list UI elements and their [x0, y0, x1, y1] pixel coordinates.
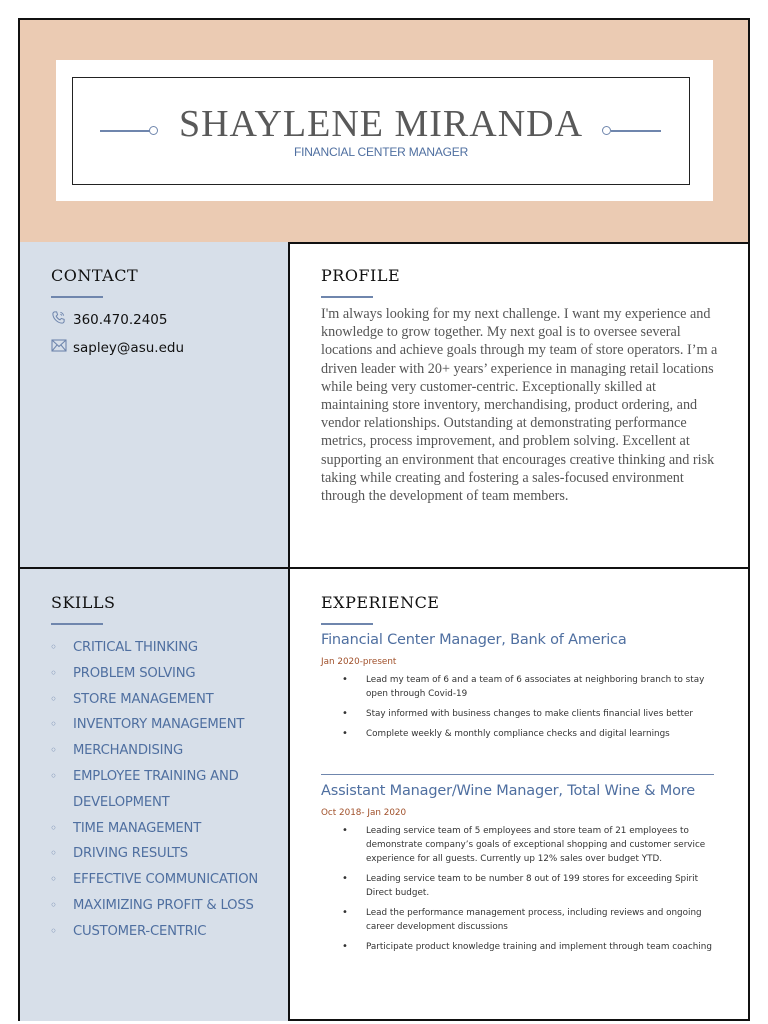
- skill-item: ◦ INVENTORY MANAGEMENT: [50, 712, 280, 738]
- name-frame: [72, 77, 690, 185]
- resume-page: [18, 18, 750, 1021]
- job-title: Assistant Manager/Wine Manager, Total Wine & More: [321, 783, 695, 799]
- skill-item: ◦ CRITICAL THINKING: [50, 635, 280, 661]
- candidate-role: FINANCIAL CENTER MANAGER: [293, 145, 469, 159]
- job-divider: [321, 774, 714, 775]
- header-band: [20, 20, 748, 244]
- profile-underline: [321, 296, 373, 298]
- phone-icon: [51, 310, 67, 329]
- job-bullet: • Lead the performance management process, including reviews and ongoing career development discussions: [321, 906, 721, 934]
- job-bullets: [321, 824, 721, 960]
- right-decor-dot: [602, 126, 611, 135]
- contact-phone: [51, 310, 167, 329]
- skill-item: ◦ MAXIMIZING PROFIT & LOSS: [50, 893, 280, 919]
- job-bullet: • Stay informed with business changes to make clients financial lives better: [321, 707, 721, 721]
- skill-item: ◦ EFFECTIVE COMMUNICATION: [50, 867, 280, 893]
- skill-item: ◦ EMPLOYEE TRAINING AND DEVELOPMENT: [50, 764, 280, 816]
- skills-heading: SKILLS: [51, 593, 116, 612]
- job-bullet: • Complete weekly & monthly compliance checks and digital learnings: [321, 727, 721, 741]
- contact-section: [20, 242, 290, 567]
- skills-list: [50, 635, 280, 945]
- header-card: [56, 60, 713, 201]
- contact-email: [51, 339, 184, 356]
- row-contact-profile: [20, 242, 748, 569]
- phone-text[interactable]: 360.470.2405: [73, 311, 168, 328]
- experience-heading: EXPERIENCE: [321, 593, 440, 612]
- profile-section: [290, 242, 748, 567]
- skill-item: ◦ PROBLEM SOLVING: [50, 661, 280, 687]
- experience-section: [290, 569, 748, 1021]
- job-bullet: • Lead my team of 6 and a team of 6 associates at neighboring branch to stay open through Covid-19: [321, 673, 721, 701]
- job-bullet: • Leading service team of 5 employees and store team of 21 employees to demonstrate company’s goals of exceptional shopping and customer service experience for all guests. Currently up 12% sales over budget YTD.: [321, 824, 721, 866]
- skill-item: ◦ MERCHANDISING: [50, 738, 280, 764]
- email-link[interactable]: sapley@asu.edu: [73, 339, 185, 356]
- job-dates: Oct 2018- Jan 2020: [321, 808, 407, 818]
- job-dates: Jan 2020-present: [321, 657, 397, 667]
- contact-heading: CONTACT: [51, 266, 139, 285]
- right-decor-line: [611, 130, 661, 132]
- skills-underline: [51, 623, 103, 625]
- profile-text: I'm always looking for my next challenge. I want my experience and knowledge to grow together. My next goal is to oversee several locations and achieve goals through my team of store operators. I’m a driven leader with 20+ years’ experience in managing retail locations while being very customer-centric. Exceptionally skilled at maintaining store inventory, merchandising, product ordering, and vendor relationships. Outstanding at demonstrating performance metrics, process improvement, and problem solving. Excellent at supporting an environment that encourages creative thinking and risk taking while creating and fostering a sales-focused environment through the development of team members.: [321, 306, 718, 505]
- job-title: Financial Center Manager, Bank of America: [321, 632, 627, 648]
- row-skills-experience: [20, 569, 748, 1021]
- skill-item: ◦ TIME MANAGEMENT: [50, 816, 280, 842]
- experience-underline: [321, 623, 373, 625]
- job-bullets: [321, 673, 721, 747]
- skills-section: [20, 569, 290, 1021]
- skill-item: ◦ CUSTOMER-CENTRIC: [50, 919, 280, 945]
- profile-heading: PROFILE: [321, 266, 401, 285]
- envelope-icon: [51, 339, 67, 356]
- job-bullet: • Leading service team to be number 8 out of 199 stores for exceeding Spirit Direct budget.: [321, 872, 721, 900]
- skill-item: ◦ DRIVING RESULTS: [50, 841, 280, 867]
- job-bullet: • Participate product knowledge training and implement through team coaching: [321, 940, 721, 954]
- candidate-name: SHAYLENE MIRANDA: [178, 103, 584, 145]
- skill-item: ◦ STORE MANAGEMENT: [50, 687, 280, 713]
- contact-underline: [51, 296, 103, 298]
